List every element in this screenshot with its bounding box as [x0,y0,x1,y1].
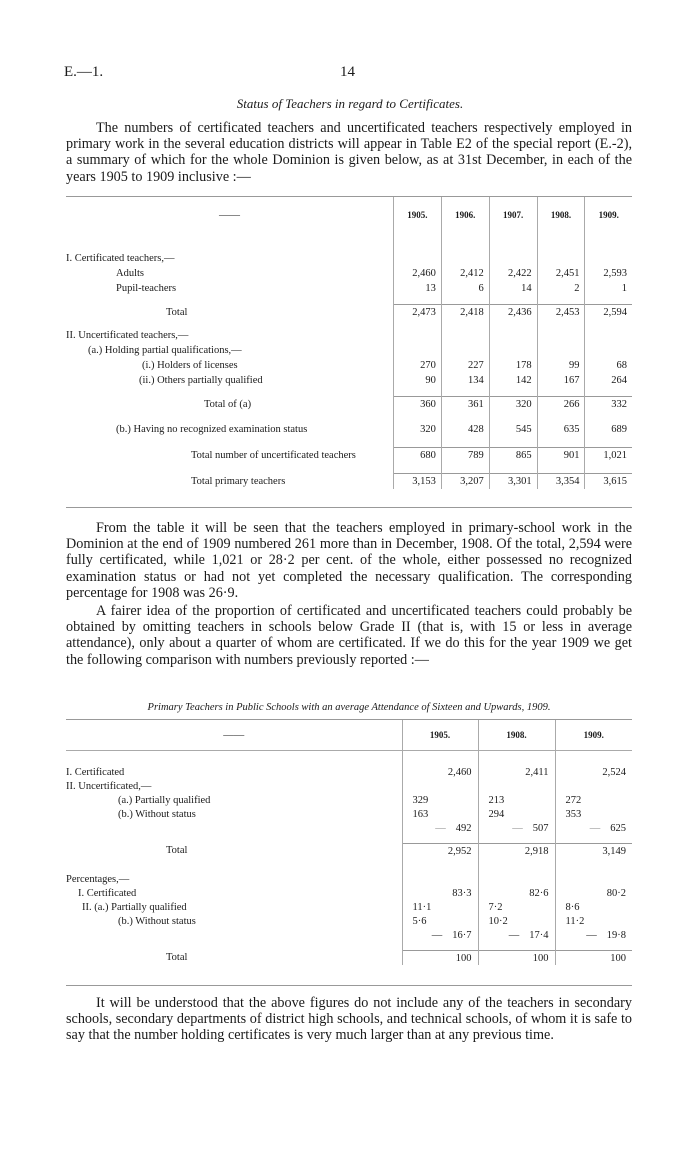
table-row [66,397,632,413]
cell: 2,436 [489,305,537,321]
cell: 100 [402,951,478,966]
comparison-paragraph: A fairer idea of the proportion of certificated and uncertificated teachers could probably be obtained by omitting teachers in schools below Grade II (that is, with 15 or less in average attendance), only about a quarter of whom are certificated. If we do this for the year 1909 we get the following comparison with numbers previously reported :— [66,603,632,668]
cell: 80·2 [555,886,632,900]
row-label: Total number of uncertificated teachers [191,449,356,461]
cell: 2,422 [489,266,537,281]
cell: 2,418 [441,305,489,321]
cell: 270 [394,358,442,373]
page-number: 14 [340,64,355,80]
cell: 635 [537,422,585,437]
cell: 68 [585,358,632,373]
cell: 3,301 [489,474,537,490]
cell: 167 [537,373,585,388]
table-row [66,373,632,388]
cell: 2,453 [537,305,585,321]
cell: 2,593 [585,266,632,281]
cell: 2,460 [394,266,442,281]
cell: 1 [585,281,632,296]
cell: 294 [478,807,555,821]
row-label: (a.) Partially qualified [118,794,211,806]
year-header: 1905. [394,197,442,233]
table-row [66,821,632,835]
cell: 10·2 [478,914,555,928]
table-row [66,358,632,373]
analysis-paragraph: From the table it will be seen that the teachers employed in primary-school work in the Dominion at the end of 1909 numbered 261 more than in December, 1908. Of the total, 2,594 were fully certificated, while 1,021 or 28·2 per cent. of the whole, either possessed no recognized examination status or had not yet completed the necessary qualification. The corresponding percentage for 1908 was 26·9. [66,520,632,601]
cell: 3,615 [585,474,632,490]
cell: 213 [478,793,555,807]
row-heading: Percentages,— [66,873,130,885]
table-row [66,448,632,464]
sum-dash: — [512,822,523,834]
cell: 320 [489,397,537,413]
cell: 17·4 [529,929,549,941]
cell: 134 [441,373,489,388]
sum-dash: — [508,929,520,941]
cell: 2,451 [537,266,585,281]
cell: 492 [455,822,472,834]
cell: 19·8 [606,929,626,941]
row-label: I. Certificated [66,766,125,778]
table-row [66,266,632,281]
cell: 901 [537,448,585,464]
cell: 163 [402,807,478,821]
cell: 142 [489,373,537,388]
row-label: Total of (a) [204,398,252,410]
table-row [66,793,632,807]
table-row [66,886,632,900]
sum-dash: — [435,822,446,834]
cell: 11·2 [555,914,632,928]
cell: 83·3 [402,886,478,900]
section-title: Status of Teachers in regard to Certificates. [236,96,464,111]
table-row [66,900,632,914]
cell: 13 [394,281,442,296]
table-row [66,343,632,358]
row-label: Total [166,306,188,318]
table-row [66,305,632,321]
table-row [66,328,632,343]
cell: 361 [441,397,489,413]
row-label: Total [166,952,188,964]
table1-corner: —— [219,209,240,221]
table-row [66,765,632,779]
row-label: Adults [116,268,145,279]
cell: 2,460 [402,765,478,779]
cell: 100 [555,951,632,966]
cell: 16·7 [452,929,472,941]
cell: 266 [537,397,585,413]
page-reference: E.—1. [64,64,104,80]
year-header: 1905. [402,720,478,751]
sum-dash: — [586,929,597,941]
cell: 3,354 [537,474,585,490]
cell: 2,411 [478,765,555,779]
table-row [66,951,632,966]
table2-corner: —— [223,729,245,741]
cell: 6 [441,281,489,296]
cell: 2,918 [478,844,555,859]
closing-paragraph: It will be understood that the above figures do not include any of the teachers in secondary schools, secondary departments of district high schools, and technical schools, of whom it is safe to say that the number holding certificates is very much larger than at any previous time. [66,995,632,1044]
table-row [66,872,632,886]
row-label: (b.) Without status [118,915,196,927]
cell: 360 [394,397,442,413]
cell: 14 [489,281,537,296]
cell: 8·6 [555,900,632,914]
table-row [66,474,632,490]
cell: 3,153 [394,474,442,490]
cell: 2,952 [402,844,478,859]
cell: 82·6 [478,886,555,900]
row-heading: II. Uncertificated teachers,— [66,330,189,341]
cell: 789 [441,448,489,464]
table-row [66,251,632,266]
row-label: (ii.) Others partially qualified [139,375,263,386]
table2-title: Primary Teachers in Public Schools with an average Attendance of Sixteen and Upwards, 1909. [147,702,551,713]
cell: 100 [478,951,555,966]
certificates-table [66,197,632,489]
cell: 2,473 [394,305,442,321]
cell: 2,594 [585,305,632,321]
cell: 507 [532,822,549,834]
sum-dash: — [431,929,443,941]
cell: 90 [394,373,442,388]
cell: 320 [394,422,442,437]
cell: 3,149 [555,844,632,859]
row-label: (i.) Holders of licenses [142,360,238,371]
year-header: 1909. [585,197,632,233]
table1-bottom-rule [66,507,632,508]
row-heading: I. Certificated teachers,— [66,253,175,264]
row-label: (b.) Without status [118,808,196,820]
year-header: 1907. [489,197,537,233]
year-header: 1908. [478,720,555,751]
table1-header-row [66,197,632,233]
table2-bottom-rule [66,985,632,986]
cell: 7·2 [478,900,555,914]
row-label: Total [166,845,188,857]
cell: 2 [537,281,585,296]
cell: 680 [394,448,442,464]
table-row [66,844,632,859]
row-heading: (a.) Holding partial qualifications,— [88,345,242,356]
table-row [66,914,632,928]
row-label: II. (a.) Partially qualified [82,901,187,913]
cell: 353 [555,807,632,821]
table-row [66,779,632,793]
cell: 545 [489,422,537,437]
cell: 5·6 [402,914,478,928]
row-label: Pupil-teachers [116,283,177,294]
cell: 428 [441,422,489,437]
cell: 227 [441,358,489,373]
intro-paragraph: The numbers of certificated teachers and uncertificated teachers respectively employed in primary work in the several education districts will appear in Table E2 of the special report (E.-2), a summary of which for the whole Dominion is given below, as at 31st December, in each of the years 1905 to 1909 inclusive :— [66,120,632,185]
table-row [66,281,632,296]
cell: 2,524 [555,765,632,779]
cell: 178 [489,358,537,373]
cell: 264 [585,373,632,388]
year-header: 1909. [555,720,632,751]
table-row [66,807,632,821]
cell: 272 [555,793,632,807]
row-label: (b.) Having no recognized examination status [116,424,308,435]
cell: 11·1 [402,900,478,914]
table-row [66,422,632,437]
table2-header-row [66,720,632,751]
year-header: 1908. [537,197,585,233]
cell: 2,412 [441,266,489,281]
cell: 329 [402,793,478,807]
cell: 332 [585,397,632,413]
cell: 625 [610,822,626,834]
cell: 689 [585,422,632,437]
year-header: 1906. [441,197,489,233]
row-heading: II. Uncertificated,— [66,780,152,792]
row-label: I. Certificated [78,887,137,899]
attendance-table [66,720,632,965]
row-label: Total primary teachers [191,475,286,487]
cell: 865 [489,448,537,464]
sum-dash: — [589,822,601,834]
table-row [66,928,632,942]
cell: 99 [537,358,585,373]
cell: 3,207 [441,474,489,490]
cell: 1,021 [585,448,632,464]
